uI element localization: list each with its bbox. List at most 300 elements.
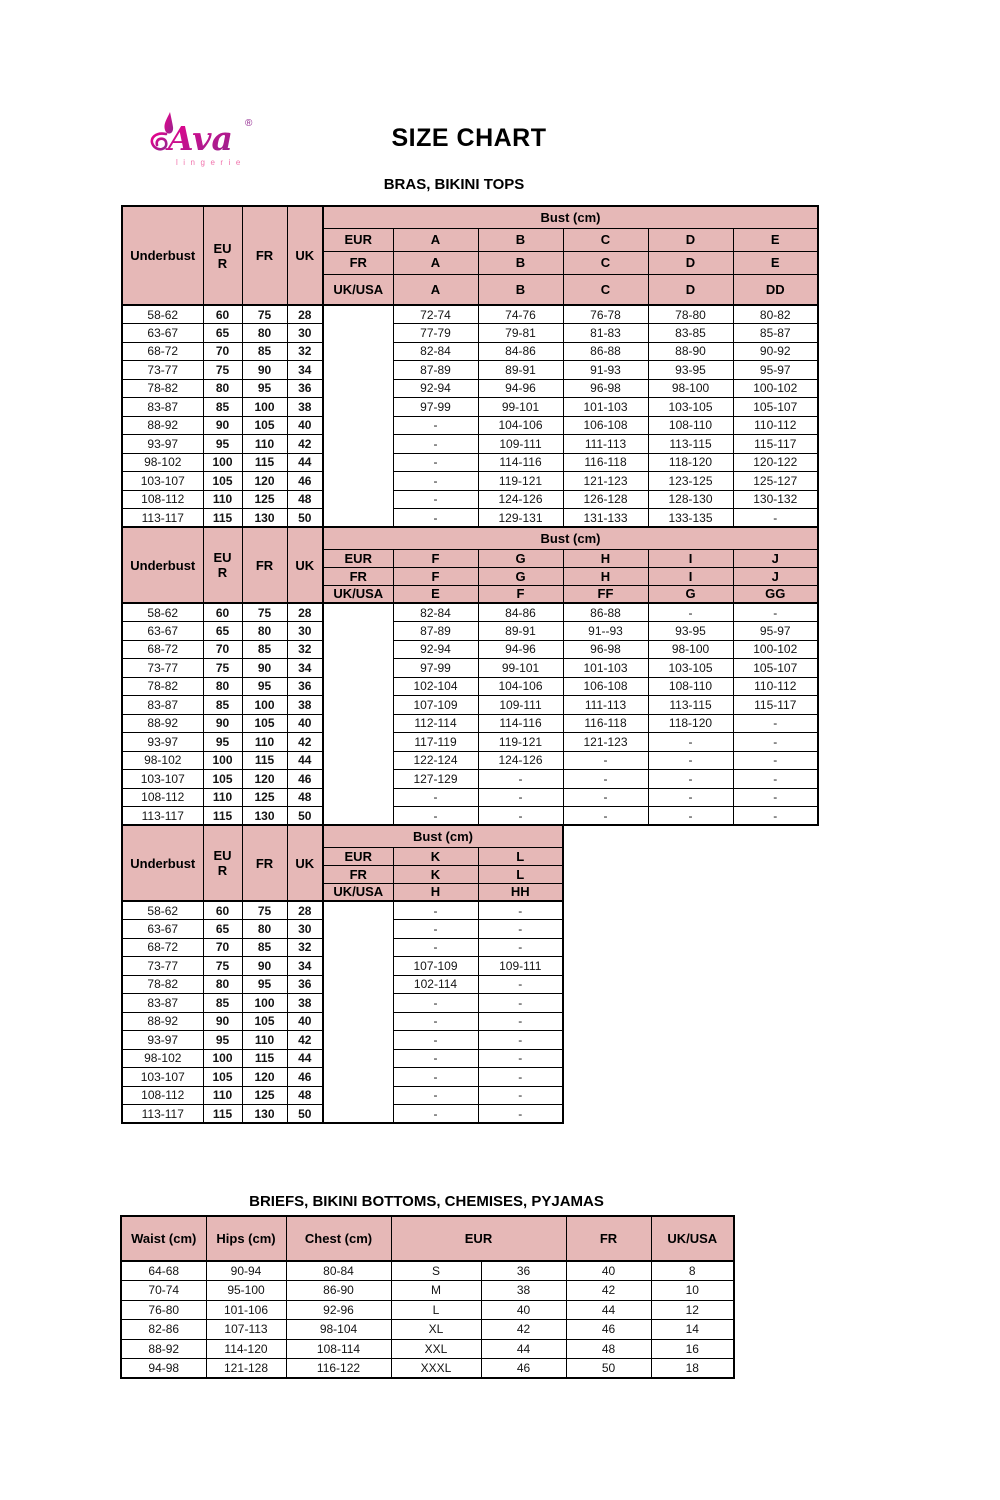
briefs-column-header: Chest (cm) — [286, 1216, 391, 1261]
bust-range-value: 82-84 — [393, 342, 478, 361]
eur-value: 90 — [203, 1012, 242, 1031]
bust-range-value: 108-110 — [648, 416, 733, 435]
bust-range-value: 113-115 — [648, 435, 733, 454]
bust-range-value: - — [478, 1086, 563, 1105]
bra-table-body — [122, 305, 818, 527]
uk-value: 46 — [287, 770, 323, 789]
bust-range-value: - — [393, 1031, 478, 1050]
underbust-value: 103-107 — [122, 472, 203, 491]
bust-range-value: - — [393, 938, 478, 957]
eur-value: 90 — [203, 416, 242, 435]
eur-value: 75 — [203, 957, 242, 976]
fr-value: 85 — [242, 938, 287, 957]
eur-value: 95 — [203, 733, 242, 752]
bust-cm-header: Bust (cm) — [323, 825, 563, 847]
bust-range-value: 90-92 — [733, 342, 818, 361]
uk-value: 38 — [287, 398, 323, 417]
section-bras-title: BRAS, BIKINI TOPS — [383, 176, 525, 193]
briefs-size-value: 10 — [651, 1281, 734, 1301]
briefs-size-value: 46 — [566, 1320, 651, 1340]
bra-size-tables — [121, 205, 819, 1124]
header-row-bust — [122, 527, 818, 549]
uk-value: 42 — [287, 733, 323, 752]
briefs-size-row — [121, 1261, 734, 1281]
scale-label: FR — [323, 567, 393, 585]
briefs-table-body — [121, 1261, 734, 1378]
bust-cm-header: Bust (cm) — [323, 206, 818, 228]
eur-value: 100 — [203, 751, 242, 770]
page-title: SIZE CHART — [391, 124, 547, 152]
fr-column-header: FR — [242, 527, 287, 603]
bust-range-value: 97-99 — [393, 659, 478, 678]
brand-name-text: Ava — [168, 119, 233, 158]
scale-label: UK/USA — [323, 585, 393, 603]
bust-range-value: - — [478, 788, 563, 807]
bust-range-value: - — [648, 751, 733, 770]
bust-range-value: 133-135 — [648, 509, 733, 528]
eur-value: 85 — [203, 994, 242, 1013]
cup-size-header: D — [648, 251, 733, 274]
bust-range-value: - — [478, 1105, 563, 1124]
fr-value: 120 — [242, 1068, 287, 1087]
bust-range-value: 79-81 — [478, 324, 563, 343]
eur-value: 110 — [203, 1086, 242, 1105]
cup-size-header: D — [648, 274, 733, 305]
fr-value: 95 — [242, 677, 287, 696]
fr-value: 100 — [242, 994, 287, 1013]
uk-value: 40 — [287, 416, 323, 435]
eur-value: 105 — [203, 1068, 242, 1087]
underbust-value: 98-102 — [122, 453, 203, 472]
uk-value: 30 — [287, 920, 323, 939]
bust-range-value: 114-116 — [478, 453, 563, 472]
bust-range-value: - — [733, 807, 818, 826]
cup-size-header: F — [393, 567, 478, 585]
bust-range-value: 116-118 — [563, 714, 648, 733]
bust-range-value: 102-114 — [393, 975, 478, 994]
bust-range-value: 82-84 — [393, 603, 478, 622]
bust-range-value: 128-130 — [648, 490, 733, 509]
uk-value: 50 — [287, 509, 323, 528]
size-row — [122, 472, 818, 491]
uk-value: 28 — [287, 603, 323, 622]
bust-range-value: 87-89 — [393, 361, 478, 380]
bust-range-value: 127-129 — [393, 770, 478, 789]
bust-range-value: 107-109 — [393, 957, 478, 976]
bust-range-value: - — [648, 733, 733, 752]
bust-range-value: 119-121 — [478, 472, 563, 491]
bust-range-value: 76-78 — [563, 305, 648, 324]
briefs-size-value: XXL — [391, 1339, 481, 1359]
bust-range-value: - — [733, 733, 818, 752]
size-row — [122, 416, 818, 435]
uk-value: 36 — [287, 677, 323, 696]
eur-value: 95 — [203, 1031, 242, 1050]
bust-range-value: 104-106 — [478, 677, 563, 696]
cup-size-header: DD — [733, 274, 818, 305]
bust-range-value: 110-112 — [733, 416, 818, 435]
eur-value: 80 — [203, 677, 242, 696]
uk-value: 50 — [287, 807, 323, 826]
cup-size-header: GG — [733, 585, 818, 603]
briefs-column-header: UK/USA — [651, 1216, 734, 1261]
underbust-value: 58-62 — [122, 901, 203, 920]
bust-cm-header: Bust (cm) — [323, 527, 818, 549]
bust-range-value: - — [733, 714, 818, 733]
briefs-size-value: 86-90 — [286, 1281, 391, 1301]
underbust-value: 83-87 — [122, 398, 203, 417]
underbust-value: 108-112 — [122, 1086, 203, 1105]
eur-value: 65 — [203, 920, 242, 939]
bust-range-value: - — [393, 453, 478, 472]
cup-size-header: H — [563, 549, 648, 567]
bust-range-value: 120-122 — [733, 453, 818, 472]
fr-value: 115 — [242, 751, 287, 770]
uk-value: 34 — [287, 361, 323, 380]
cup-size-header: G — [478, 549, 563, 567]
size-row — [122, 342, 818, 361]
briefs-size-value: 95-100 — [206, 1281, 286, 1301]
fr-value: 130 — [242, 1105, 287, 1124]
scale-label: EUR — [323, 228, 393, 251]
fr-value: 125 — [242, 1086, 287, 1105]
bust-range-value: 114-116 — [478, 714, 563, 733]
eur-value: 110 — [203, 788, 242, 807]
underbust-value: 98-102 — [122, 1049, 203, 1068]
bust-range-value: 129-131 — [478, 509, 563, 528]
briefs-size-row — [121, 1359, 734, 1379]
briefs-size-value: 82-86 — [121, 1320, 206, 1340]
fr-column-header: FR — [242, 825, 287, 901]
uk-value: 36 — [287, 975, 323, 994]
cup-size-header: G — [478, 567, 563, 585]
bust-range-value: - — [478, 1012, 563, 1031]
bust-range-value: 121-123 — [563, 472, 648, 491]
briefs-size-value: 108-114 — [286, 1339, 391, 1359]
bust-range-value: 124-126 — [478, 751, 563, 770]
cup-size-header: E — [733, 251, 818, 274]
uk-value: 48 — [287, 1086, 323, 1105]
bust-range-value: 93-95 — [648, 622, 733, 641]
bust-range-value: 111-113 — [563, 696, 648, 715]
bust-range-value: - — [393, 416, 478, 435]
eur-value: 80 — [203, 379, 242, 398]
briefs-size-value: 48 — [566, 1339, 651, 1359]
size-row — [122, 453, 818, 472]
briefs-table-header — [121, 1216, 734, 1261]
briefs-size-value: 18 — [651, 1359, 734, 1379]
fr-value: 125 — [242, 788, 287, 807]
size-row — [122, 640, 818, 659]
bra-table-1 — [121, 205, 819, 528]
bust-range-value: 96-98 — [563, 640, 648, 659]
bust-range-value: - — [393, 472, 478, 491]
briefs-size-value: 12 — [651, 1300, 734, 1320]
briefs-size-row — [121, 1300, 734, 1320]
uk-value: 42 — [287, 435, 323, 454]
uk-value: 46 — [287, 1068, 323, 1087]
cup-size-header: D — [648, 228, 733, 251]
eur-column-header-text: EUR — [213, 550, 232, 580]
briefs-column-header: Hips (cm) — [206, 1216, 286, 1261]
eur-value: 115 — [203, 509, 242, 528]
fr-value: 80 — [242, 920, 287, 939]
briefs-size-value: 16 — [651, 1339, 734, 1359]
spacer-cell — [323, 305, 393, 527]
uk-value: 32 — [287, 342, 323, 361]
briefs-size-value: 8 — [651, 1261, 734, 1281]
bust-range-value: - — [563, 770, 648, 789]
fr-value: 120 — [242, 770, 287, 789]
eur-value: 85 — [203, 398, 242, 417]
underbust-value: 83-87 — [122, 994, 203, 1013]
bust-range-value: - — [478, 975, 563, 994]
briefs-size-value: 42 — [481, 1320, 566, 1340]
header-row-bust — [122, 206, 818, 228]
bust-range-value: 84-86 — [478, 342, 563, 361]
underbust-value: 83-87 — [122, 696, 203, 715]
bust-range-value: 118-120 — [648, 453, 733, 472]
cup-size-header: F — [478, 585, 563, 603]
eur-column-header — [203, 825, 242, 901]
size-row — [122, 714, 818, 733]
briefs-size-value: 80-84 — [286, 1261, 391, 1281]
bust-range-value: 86-88 — [563, 603, 648, 622]
registered-mark: ® — [245, 118, 253, 129]
underbust-value: 73-77 — [122, 659, 203, 678]
uk-value: 50 — [287, 1105, 323, 1124]
underbust-column-header: Underbust — [122, 206, 203, 305]
bust-range-value: 97-99 — [393, 398, 478, 417]
scale-label: UK/USA — [323, 274, 393, 305]
bust-range-value: - — [478, 1068, 563, 1087]
size-row — [122, 901, 563, 920]
size-row — [122, 435, 818, 454]
eur-value: 105 — [203, 472, 242, 491]
section-briefs-title: BRIEFS, BIKINI BOTTOMS, CHEMISES, PYJAMAS — [249, 1193, 604, 1210]
scale-label: FR — [323, 865, 393, 883]
underbust-value: 58-62 — [122, 305, 203, 324]
uk-value: 38 — [287, 696, 323, 715]
fr-value: 95 — [242, 975, 287, 994]
cup-size-header: C — [563, 274, 648, 305]
fr-value: 80 — [242, 324, 287, 343]
eur-value: 65 — [203, 324, 242, 343]
bust-range-value: 113-115 — [648, 696, 733, 715]
underbust-value: 103-107 — [122, 1068, 203, 1087]
bust-range-value: - — [563, 751, 648, 770]
bust-range-value: 100-102 — [733, 379, 818, 398]
uk-value: 40 — [287, 714, 323, 733]
eur-value: 115 — [203, 1105, 242, 1124]
underbust-column-header: Underbust — [122, 825, 203, 901]
uk-value: 28 — [287, 305, 323, 324]
bust-range-value: 103-105 — [648, 659, 733, 678]
underbust-value: 93-97 — [122, 733, 203, 752]
uk-value: 48 — [287, 788, 323, 807]
eur-value: 75 — [203, 361, 242, 380]
eur-value: 100 — [203, 453, 242, 472]
bust-range-value: - — [393, 994, 478, 1013]
eur-value: 85 — [203, 696, 242, 715]
cup-size-header: L — [478, 865, 563, 883]
uk-column-header: UK — [287, 206, 323, 305]
scale-label: FR — [323, 251, 393, 274]
bust-range-value: 117-119 — [393, 733, 478, 752]
underbust-value: 88-92 — [122, 714, 203, 733]
cup-size-header: B — [478, 228, 563, 251]
bust-range-value: 89-91 — [478, 622, 563, 641]
bust-range-value: 109-111 — [478, 435, 563, 454]
bust-range-value: - — [393, 490, 478, 509]
briefs-size-value: 121-128 — [206, 1359, 286, 1379]
bust-range-value: 91--93 — [563, 622, 648, 641]
cup-size-header: A — [393, 274, 478, 305]
size-row — [122, 733, 818, 752]
briefs-size-value: 70-74 — [121, 1281, 206, 1301]
cup-size-header: E — [393, 585, 478, 603]
fr-value: 130 — [242, 509, 287, 528]
underbust-value: 58-62 — [122, 603, 203, 622]
briefs-size-value: 116-122 — [286, 1359, 391, 1379]
briefs-size-value: S — [391, 1261, 481, 1281]
fr-value: 85 — [242, 640, 287, 659]
scale-label: UK/USA — [323, 883, 393, 901]
bust-range-value: 130-132 — [733, 490, 818, 509]
size-row — [122, 807, 818, 826]
bust-range-value: 101-103 — [563, 659, 648, 678]
underbust-value: 93-97 — [122, 1031, 203, 1050]
bust-range-value: - — [478, 770, 563, 789]
eur-value: 90 — [203, 714, 242, 733]
cup-size-header: H — [393, 883, 478, 901]
cup-size-header: K — [393, 847, 478, 865]
fr-value: 130 — [242, 807, 287, 826]
fr-value: 100 — [242, 398, 287, 417]
bust-range-value: 99-101 — [478, 398, 563, 417]
bust-range-value: 93-95 — [648, 361, 733, 380]
underbust-value: 88-92 — [122, 416, 203, 435]
fr-value: 110 — [242, 435, 287, 454]
fr-value: 105 — [242, 416, 287, 435]
cup-size-header: I — [648, 567, 733, 585]
bust-range-value: 125-127 — [733, 472, 818, 491]
cup-size-header: FF — [563, 585, 648, 603]
bust-range-value: - — [393, 788, 478, 807]
briefs-size-value: 94-98 — [121, 1359, 206, 1379]
fr-value: 90 — [242, 659, 287, 678]
briefs-size-value: 40 — [566, 1261, 651, 1281]
bust-range-value: 121-123 — [563, 733, 648, 752]
bust-range-value: 99-101 — [478, 659, 563, 678]
briefs-size-value: 36 — [481, 1261, 566, 1281]
bust-range-value: 92-94 — [393, 379, 478, 398]
eur-value: 60 — [203, 603, 242, 622]
bust-range-value: 116-118 — [563, 453, 648, 472]
cup-size-header: C — [563, 228, 648, 251]
bust-range-value: - — [648, 603, 733, 622]
underbust-value: 108-112 — [122, 788, 203, 807]
fr-value: 75 — [242, 901, 287, 920]
briefs-size-value: 38 — [481, 1281, 566, 1301]
fr-value: 120 — [242, 472, 287, 491]
bust-range-value: 126-128 — [563, 490, 648, 509]
uk-value: 32 — [287, 938, 323, 957]
underbust-value: 113-117 — [122, 509, 203, 528]
size-row — [122, 659, 818, 678]
bust-range-value: 110-112 — [733, 677, 818, 696]
bust-range-value: - — [478, 1049, 563, 1068]
eur-value: 105 — [203, 770, 242, 789]
bust-range-value: 105-107 — [733, 659, 818, 678]
cup-size-header: J — [733, 567, 818, 585]
fr-value: 105 — [242, 714, 287, 733]
bust-range-value: - — [478, 938, 563, 957]
bust-range-value: 119-121 — [478, 733, 563, 752]
fr-value: 110 — [242, 1031, 287, 1050]
briefs-size-value: 88-92 — [121, 1339, 206, 1359]
uk-value: 42 — [287, 1031, 323, 1050]
underbust-value: 78-82 — [122, 975, 203, 994]
underbust-value: 103-107 — [122, 770, 203, 789]
size-row — [122, 622, 818, 641]
eur-value: 95 — [203, 435, 242, 454]
eur-value: 60 — [203, 901, 242, 920]
brand-subtitle-text: lingerie — [176, 158, 246, 167]
header-row-bust — [122, 825, 563, 847]
size-row — [122, 379, 818, 398]
uk-value: 30 — [287, 324, 323, 343]
bust-range-value: 109-111 — [478, 957, 563, 976]
bra-table-header — [122, 825, 563, 901]
bra-table-header — [122, 206, 818, 305]
bust-range-value: 131-133 — [563, 509, 648, 528]
bust-range-value: 83-85 — [648, 324, 733, 343]
cup-size-header: J — [733, 549, 818, 567]
eur-value: 100 — [203, 1049, 242, 1068]
bust-range-value: - — [478, 807, 563, 826]
uk-value: 44 — [287, 453, 323, 472]
bust-range-value: - — [393, 1068, 478, 1087]
eur-column-header-text: EUR — [213, 848, 232, 878]
bust-range-value: 118-120 — [648, 714, 733, 733]
bust-range-value: 104-106 — [478, 416, 563, 435]
cup-size-header: K — [393, 865, 478, 883]
briefs-size-table — [120, 1215, 735, 1379]
bust-range-value: 96-98 — [563, 379, 648, 398]
briefs-table — [120, 1215, 735, 1379]
underbust-value: 68-72 — [122, 640, 203, 659]
underbust-value: 63-67 — [122, 920, 203, 939]
uk-value: 32 — [287, 640, 323, 659]
bust-range-value: - — [563, 807, 648, 826]
fr-value: 75 — [242, 603, 287, 622]
underbust-value: 68-72 — [122, 342, 203, 361]
bra-table-header — [122, 527, 818, 603]
bust-range-value: 112-114 — [393, 714, 478, 733]
fr-value: 75 — [242, 305, 287, 324]
eur-value: 110 — [203, 490, 242, 509]
cup-size-header: B — [478, 251, 563, 274]
eur-column-header — [203, 527, 242, 603]
briefs-size-row — [121, 1320, 734, 1340]
briefs-size-value: 90-94 — [206, 1261, 286, 1281]
bust-range-value: 123-125 — [648, 472, 733, 491]
bust-range-value: - — [393, 1105, 478, 1124]
bust-range-value: - — [478, 920, 563, 939]
briefs-size-value: XXXL — [391, 1359, 481, 1379]
cup-size-header: HH — [478, 883, 563, 901]
